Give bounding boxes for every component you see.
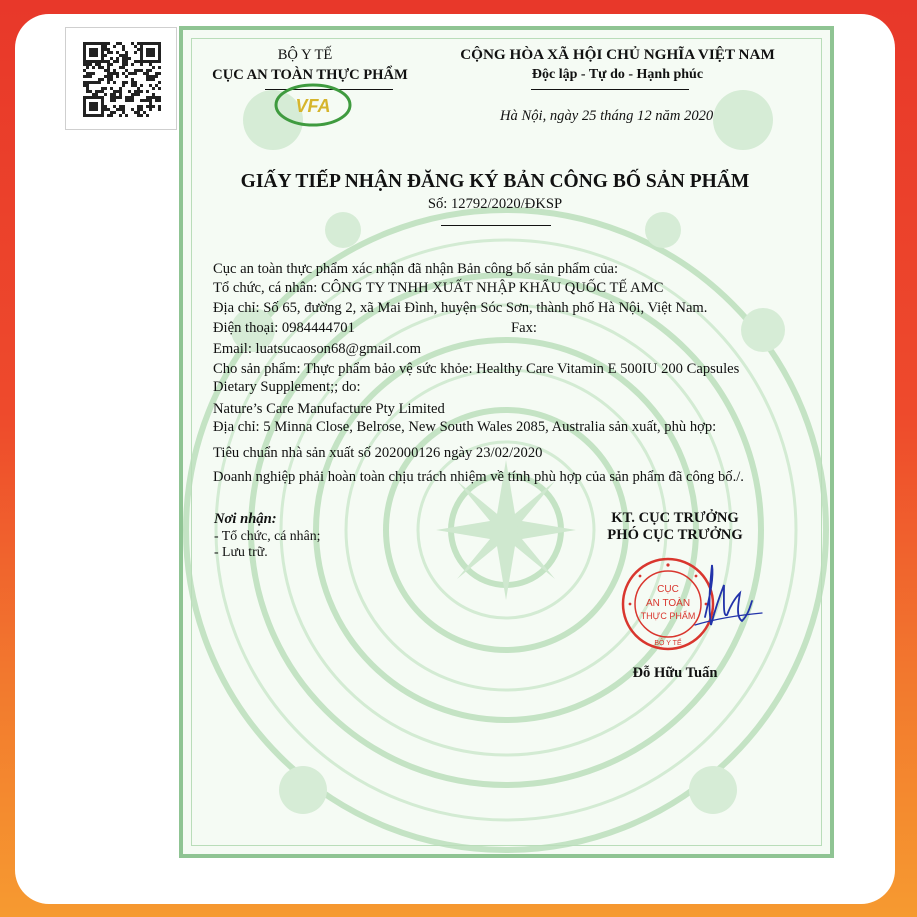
email-line: Email: luatsucaoson68@gmail.com	[213, 341, 421, 357]
ministry-name: BỘ Y TẾ	[277, 47, 333, 63]
inner-frame	[191, 38, 822, 846]
handwritten-signature	[690, 555, 770, 645]
document-title: GIẤY TIẾP NHẬN ĐĂNG KÝ BẢN CÔNG BỐ SẢN PHẨM	[240, 171, 750, 192]
product-line-2: Dietary Supplement;; do:	[213, 379, 361, 395]
recipient-item-2: - Lưu trữ.	[214, 544, 268, 559]
qr-code	[65, 27, 177, 130]
document-number: Số: 12792/2020/ĐKSP	[427, 196, 563, 212]
address-line: Địa chỉ: Số 65, đường 2, xã Mai Đình, huyện Sóc Sơn, thành phố Hà Nội, Việt Nam.	[213, 300, 708, 316]
qr-code-icon	[83, 42, 161, 117]
agency-name: CỤC AN TOÀN THỰC PHẨM	[212, 67, 408, 83]
organization-line: Tổ chức, cá nhân: CÔNG TY TNHH XUẤT NHẬP KHẨU QUỐC TẾ AMC	[213, 280, 664, 296]
manufacturer-address-line: Địa chỉ: 5 Minna Close, Belrose, New South Wales 2085, Australia sản xuất, phù hợp:	[213, 419, 717, 435]
certificate-document	[179, 26, 834, 858]
phone-line: Điện thoại: 0984444701	[213, 320, 355, 336]
stamp-line-3: THỰC PHẨM	[640, 611, 696, 621]
responsibility-line: Doanh nghiệp phải hoàn toàn chịu trách nhiệm về tính phù hợp của sản phẩm đã công bố./.	[213, 469, 744, 485]
stamp-ring-text: BỘ Y TẾ	[654, 640, 682, 647]
fax-line: Fax:	[511, 320, 537, 336]
date-line: Hà Nội, ngày 25 tháng 12 năm 2020	[500, 108, 714, 124]
motto: Độc lập - Tự do - Hạnh phúc	[531, 67, 704, 82]
vfa-logo	[274, 83, 352, 127]
recipients-heading: Nơi nhận:	[214, 511, 277, 527]
vfa-logo-text: VFA	[295, 96, 331, 116]
motto-underline	[531, 89, 689, 90]
manufacturer-line: Nature’s Care Manufacture Pty Limited	[213, 401, 445, 417]
signer-name: Đỗ Hữu Tuấn	[632, 665, 718, 681]
title-underline	[441, 225, 551, 226]
recipient-item-1: - Tổ chức, cá nhân;	[214, 528, 321, 543]
signer-role-2: PHÓ CỤC TRƯỞNG	[607, 527, 743, 543]
signer-role-1: KT. CỤC TRƯỞNG	[611, 510, 739, 526]
country-name: CỘNG HÒA XÃ HỘI CHỦ NGHĨA VIỆT NAM	[460, 46, 775, 63]
stamp-line-2: AN TOÀN	[645, 598, 691, 609]
product-line-1: Cho sản phẩm: Thực phẩm bảo vệ sức khỏe: Healthy Care Vitamin E 500IU 200 Capsules	[213, 361, 740, 377]
stamp-line-1: CỤC	[657, 584, 679, 595]
intro-text: Cục an toàn thực phẩm xác nhận đã nhận Bản công bố sản phẩm của:	[213, 261, 619, 277]
standard-line: Tiêu chuẩn nhà sản xuất số 202000126 ngày 23/02/2020	[213, 445, 543, 461]
